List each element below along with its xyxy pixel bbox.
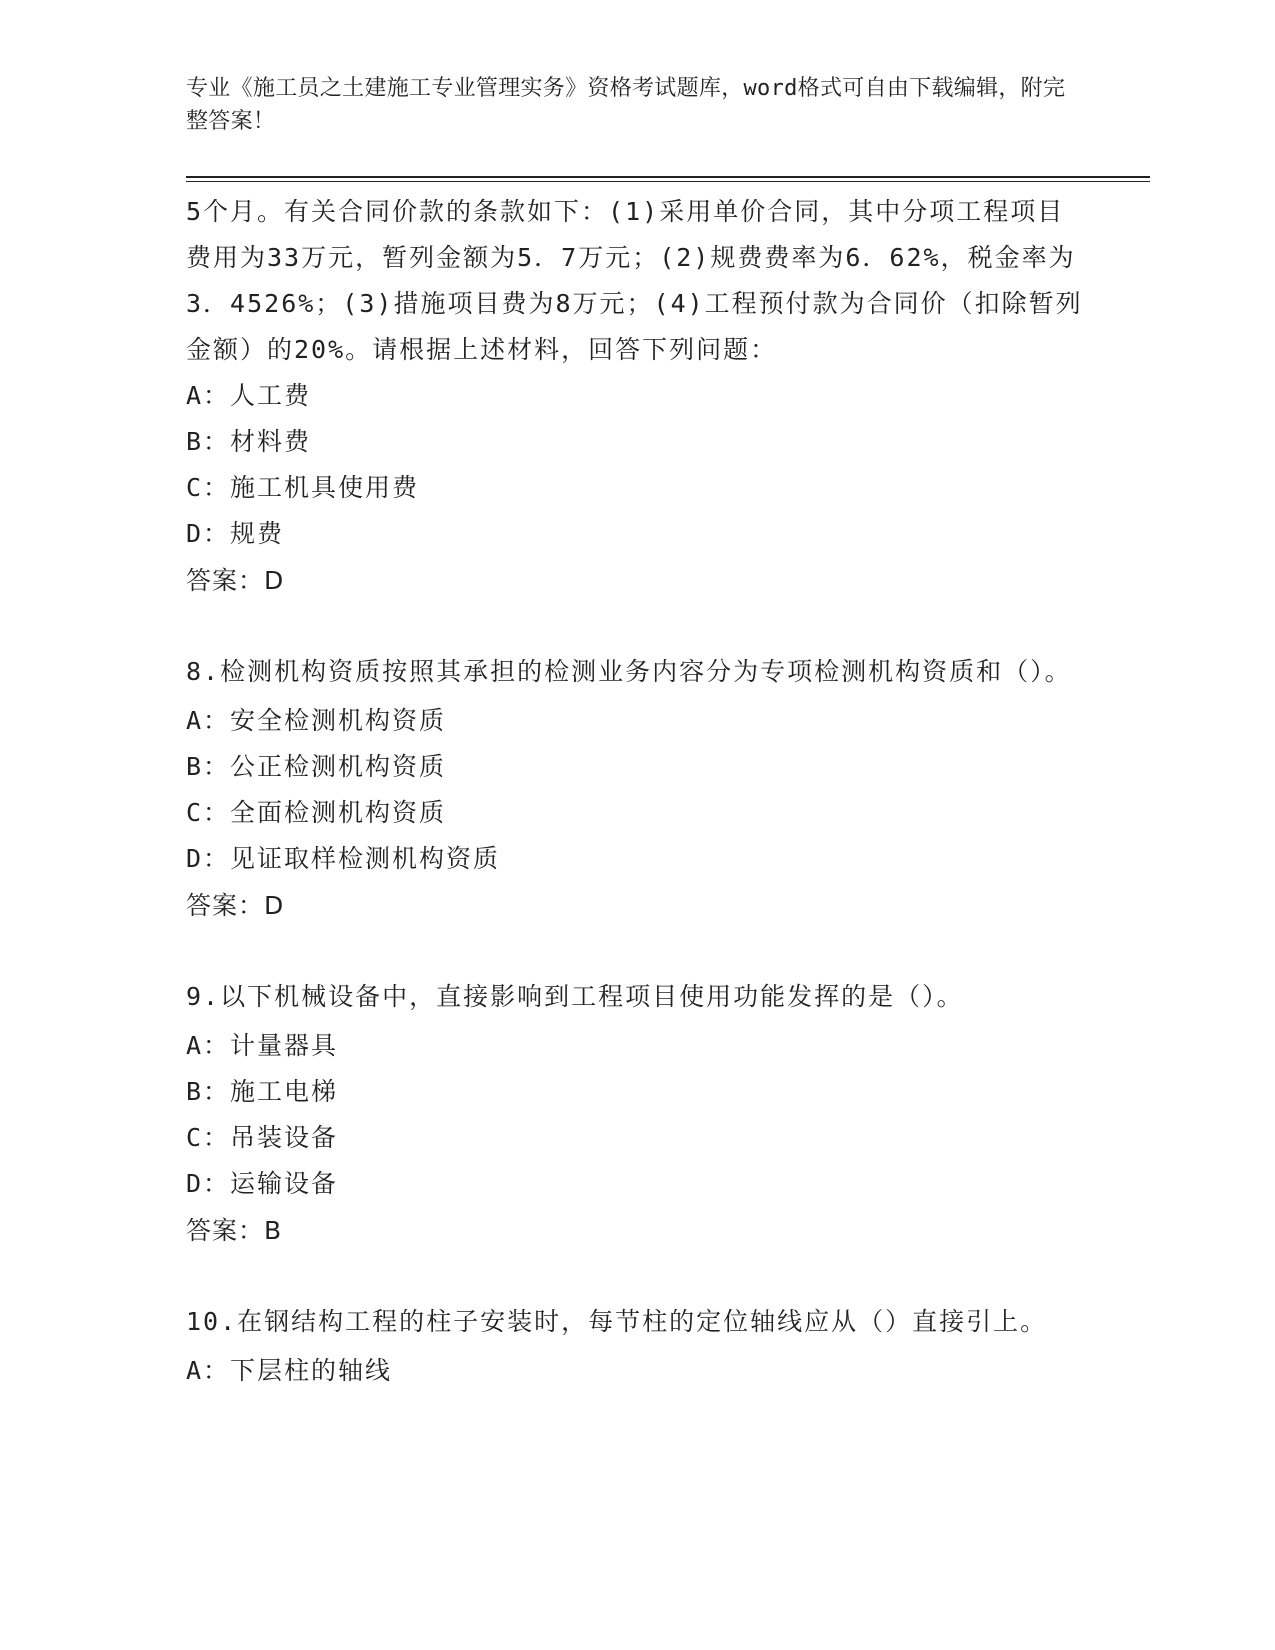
option-b: B：施工电梯	[186, 1077, 339, 1106]
question-stem: 10.在钢结构工程的柱子安装时，每节柱的定位轴线应从（）直接引上。	[186, 1307, 1048, 1336]
document-header: 专业《施工员之土建施工专业管理实务》资格考试题库，word格式可自由下载编辑，附完整答案！	[186, 76, 1066, 134]
question-block-9	[186, 971, 1086, 1255]
option-c: C：施工机具使用费	[186, 473, 420, 502]
option-d: D：见证取样检测机构资质	[186, 844, 501, 873]
option-a: A：下层柱的轴线	[186, 1356, 393, 1385]
option-a: A：计量器具	[186, 1031, 339, 1060]
spacer	[186, 930, 1086, 971]
option-c: C：全面检测机构资质	[186, 798, 447, 827]
header-rule-thick	[186, 176, 1150, 178]
question-block-10	[186, 1296, 1086, 1394]
option-a: A：人工费	[186, 381, 312, 410]
option-b: B：公正检测机构资质	[186, 752, 447, 781]
header-rule-thin	[186, 181, 1150, 182]
spacer	[186, 605, 1086, 646]
answer-line: 答案：D	[186, 891, 285, 920]
question-block-7	[186, 189, 1086, 605]
question-stem: 8.检测机构资质按照其承担的检测业务内容分为专项检测机构资质和（）。	[186, 657, 1072, 686]
option-c: C：吊装设备	[186, 1123, 339, 1152]
option-d: D：规费	[186, 519, 285, 548]
question-stem: 5个月。有关合同价款的条款如下：(1)采用单价合同，其中分项工程项目费用为33万元，暂列金额为5．7万元；(2)规费费率为6．62%，税金率为3．4526%；(3)措施项目费为8万元；(4)工程预付款为合同价（扣除暂列金额）的20%。请根据上述材料，回答下列问题：	[186, 197, 1083, 364]
option-a: A：安全检测机构资质	[186, 706, 447, 735]
spacer	[186, 1255, 1086, 1296]
answer-line: 答案：D	[186, 566, 285, 595]
option-d: D：运输设备	[186, 1169, 339, 1198]
option-b: B：材料费	[186, 427, 312, 456]
answer-line: 答案：B	[186, 1216, 283, 1245]
question-stem: 9.以下机械设备中，直接影响到工程项目使用功能发挥的是（）。	[186, 982, 964, 1011]
question-block-8	[186, 646, 1086, 930]
question-list	[186, 189, 1086, 1394]
